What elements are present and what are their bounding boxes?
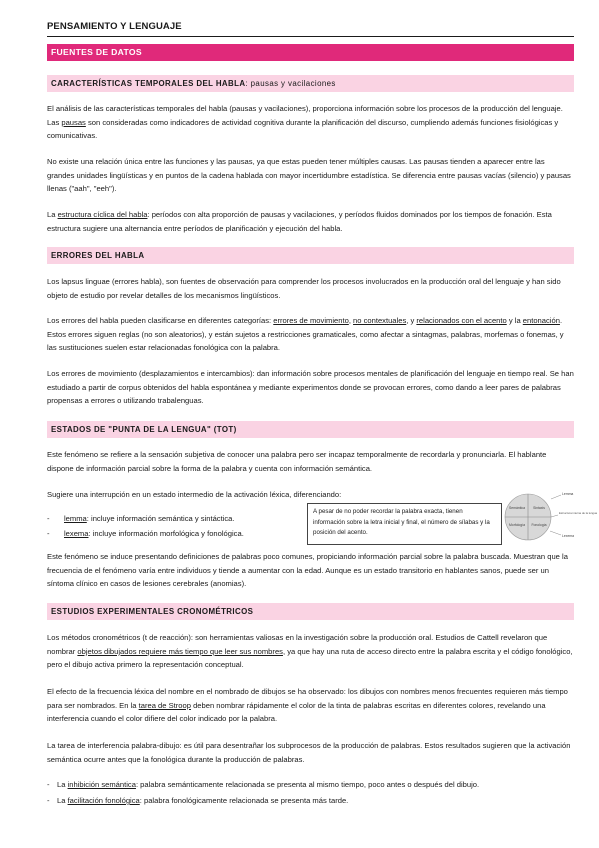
paragraph: La tarea de interferencia palabra-dibujo: es útil para desentrañar los subprocesos de la producción de palabras. Estos resultados sugieren que la activación semántica ocurre antes que la fonológica durante la producción de palabras. bbox=[47, 741, 571, 764]
diagram-leader-line bbox=[551, 515, 558, 517]
section-heading-estudios: ESTUDIOS EXPERIMENTALES CRONOMÉTRICOS bbox=[47, 603, 574, 620]
list-item bbox=[47, 512, 235, 526]
paragraph: Este fenómeno se induce presentando definiciones de palabras poco comunes, propiciando información parcial sobre la palabra buscada. Muestran que la frecuencia de el fenómeno varía entre individuos y tiende a aumentar con la edad. Aunque es un estado transitorio en hablantes sanos, puede ser un síntoma clínico en casos de lesiones cerebrales (anomias). bbox=[47, 552, 568, 589]
underlined-term: entonación bbox=[522, 316, 560, 325]
text-run: : palabra semánticamente relacionada se presenta al mismo tiempo, poco antes o después del dibujo. bbox=[135, 780, 480, 789]
paragraph: No existe una relación única entre las funciones y las pausas, ya que estas pueden tener múltiples causas. Las pausas tienden a aparecer entre las grandes unidades lingüísticas y en puntos de la cadena hablada con mayor incertidumbre estadística. Se diferencia entre pausas vacías (silencio) y pausas llenas ("aah", "eeh"). bbox=[47, 157, 571, 194]
underlined-term: pausas bbox=[61, 117, 86, 127]
underlined-term: relacionados con el acento bbox=[416, 316, 507, 325]
text-run: La bbox=[47, 210, 58, 219]
paragraph: Los errores de movimiento (desplazamientos e intercambios): dan información sobre procesos mentales de planificación del lenguaje en tiempo real. Se han estudiado a partir de corpus obtenidos del habla espontánea y mediante experimentos donde se provocan errores, como dando a leer pares de palabras propensas a errores o utilizando trabalenguas. bbox=[47, 369, 574, 406]
underlined-term: errores de movimiento bbox=[273, 316, 349, 325]
paragraph: Los lapsus linguae (errores habla), son fuentes de observación para comprender los procesos involucrados en la producción oral del lenguaje y han sido objeto de estudio por revelar detalles de los mecanismos lingüísticos. bbox=[47, 277, 561, 300]
diagram-quadrant-label: Semántica bbox=[508, 506, 526, 510]
underlined-term: objetos dibujados requiere más tiempo que leer sus nombres bbox=[77, 646, 283, 656]
underlined-term: lemma bbox=[64, 514, 87, 523]
text-run: El efecto de la frecuencia léxica del nombre en el nombrado de dibujos se ha observado: los dibujos con nombres menos frecuentes requieren más tiempo para ser nombrados. En la bbox=[47, 687, 568, 710]
text-run: : palabra fonológicamente relacionada se presenta más tarde. bbox=[139, 796, 349, 805]
list-item bbox=[47, 527, 244, 541]
underlined-term: tarea de Stroop bbox=[138, 700, 191, 710]
paragraph bbox=[47, 208, 574, 235]
list-item bbox=[47, 778, 479, 792]
lemma-lexema-diagram bbox=[504, 487, 598, 547]
text-run: Los errores del habla pueden clasificarse en diferentes categorías: bbox=[47, 316, 274, 325]
diagram-bottom-label: Lexema bbox=[562, 534, 575, 538]
section-heading-bold: CARACTERÍSTICAS TEMPORALES DEL HABLA bbox=[51, 79, 246, 88]
diagram-side-label: Estructura interna de la lengua bbox=[559, 511, 598, 515]
underlined-term: estructura cíclica del habla bbox=[57, 210, 148, 219]
text-run: El análisis de las características temporales del habla (pausas y vacilaciones), proporciona información sobre los procesos de la producción del lenguaje. Las bbox=[47, 104, 563, 127]
text-run: . Estos errores siguen reglas (no son aleatorios), y están sujetos a restricciones gramaticales, como afectar a sintagmas, palabras, morfemas o fonemas, y las sustituciones suelen estar relacionadas fonológica con la palabra. bbox=[47, 316, 564, 353]
text-run: : incluye información semántica y sintáctica. bbox=[86, 514, 235, 523]
note-box: A pesar de no poder recordar la palabra exacta, tienen información sobre la letra inicial y final, el número de sílabas y la posición del acento. bbox=[307, 503, 502, 545]
diagram-quadrant-label: Sintaxis bbox=[533, 506, 545, 510]
section-heading-errores: ERRORES DEL HABLA bbox=[47, 247, 574, 264]
paragraph bbox=[47, 685, 574, 726]
paragraph bbox=[47, 631, 574, 672]
underlined-term: no contextuales bbox=[353, 316, 407, 325]
section-heading-tot: ESTADOS DE "PUNTA DE LA LENGUA" (TOT) bbox=[47, 421, 574, 438]
text-run: : incluye información morfológica y fonológica. bbox=[88, 529, 244, 538]
paragraph bbox=[47, 314, 574, 355]
text-run: son consideradas como indicadores de actividad cognitiva durante la planificación del discurso, cumpliendo además funciones fisiológicas y comunicativas. bbox=[47, 117, 559, 141]
paragraph: Este fenómeno se refiere a la sensación subjetiva de conocer una palabra pero ser incapaz temporalmente de recordarla y pronunciarla. El hablante dispone de información parcial sobre la forma de la palabra y cuenta con información semántica. bbox=[47, 450, 547, 473]
underlined-term: facilitación fonológica bbox=[67, 796, 140, 805]
text-run: La bbox=[57, 780, 68, 789]
section-heading-rest: : pausas y vacilaciones bbox=[245, 79, 336, 88]
text-run: deben nombrar rápidamente el color de la tinta de palabras escritas en diferentes colores, revelando una interferencia cuando el color difiere del color indicado por la palabra. bbox=[47, 700, 546, 724]
bullet-dash: - bbox=[47, 514, 50, 523]
bullet-dash: - bbox=[47, 796, 50, 805]
underlined-term: lexema bbox=[64, 529, 89, 538]
text-run: , y bbox=[406, 316, 417, 325]
text-run: y la bbox=[506, 316, 523, 325]
section-heading-caracteristicas bbox=[47, 75, 574, 92]
diagram-leader-line bbox=[551, 495, 561, 499]
diagram-top-label: Lemma bbox=[562, 492, 574, 496]
underlined-term: inhibición semántica bbox=[67, 780, 136, 789]
paragraph bbox=[47, 102, 574, 143]
list-item bbox=[47, 794, 348, 808]
title-divider bbox=[47, 36, 574, 37]
document-title: PENSAMIENTO Y LENGUAJE bbox=[47, 21, 182, 32]
text-run: , ya que hay una ruta de acceso directo entre la palabra escrita y el código fonológico, pero el dibujo activa primero la representación conceptual. bbox=[47, 646, 573, 670]
text-run: Los métodos cronométricos (t de reacción): son herramientas valiosas en la investigación sobre la producción oral. Estudios de Cattell revelaron que nombrar bbox=[47, 633, 548, 656]
diagram-quadrant-label: Morfología bbox=[508, 523, 526, 527]
bullet-dash: - bbox=[47, 529, 50, 538]
text-run: : períodos con alta proporción de pausas y vacilaciones, y períodos fluidos dominados por los tiempos de fonación. Esta estructura sugiere una alternancia entre períodos de planificación y ejecución del habla. bbox=[47, 210, 552, 233]
main-section-heading: FUENTES DE DATOS bbox=[47, 44, 574, 61]
paragraph: Sugiere una interrupción en un estado intermedio de la activación léxica, diferenciando: bbox=[47, 490, 342, 499]
bullet-dash: - bbox=[47, 780, 50, 789]
diagram-leader-line bbox=[550, 531, 561, 535]
text-run: , bbox=[348, 316, 354, 325]
text-run: La bbox=[57, 796, 68, 805]
diagram-quadrant-label: Fonología bbox=[531, 523, 547, 527]
